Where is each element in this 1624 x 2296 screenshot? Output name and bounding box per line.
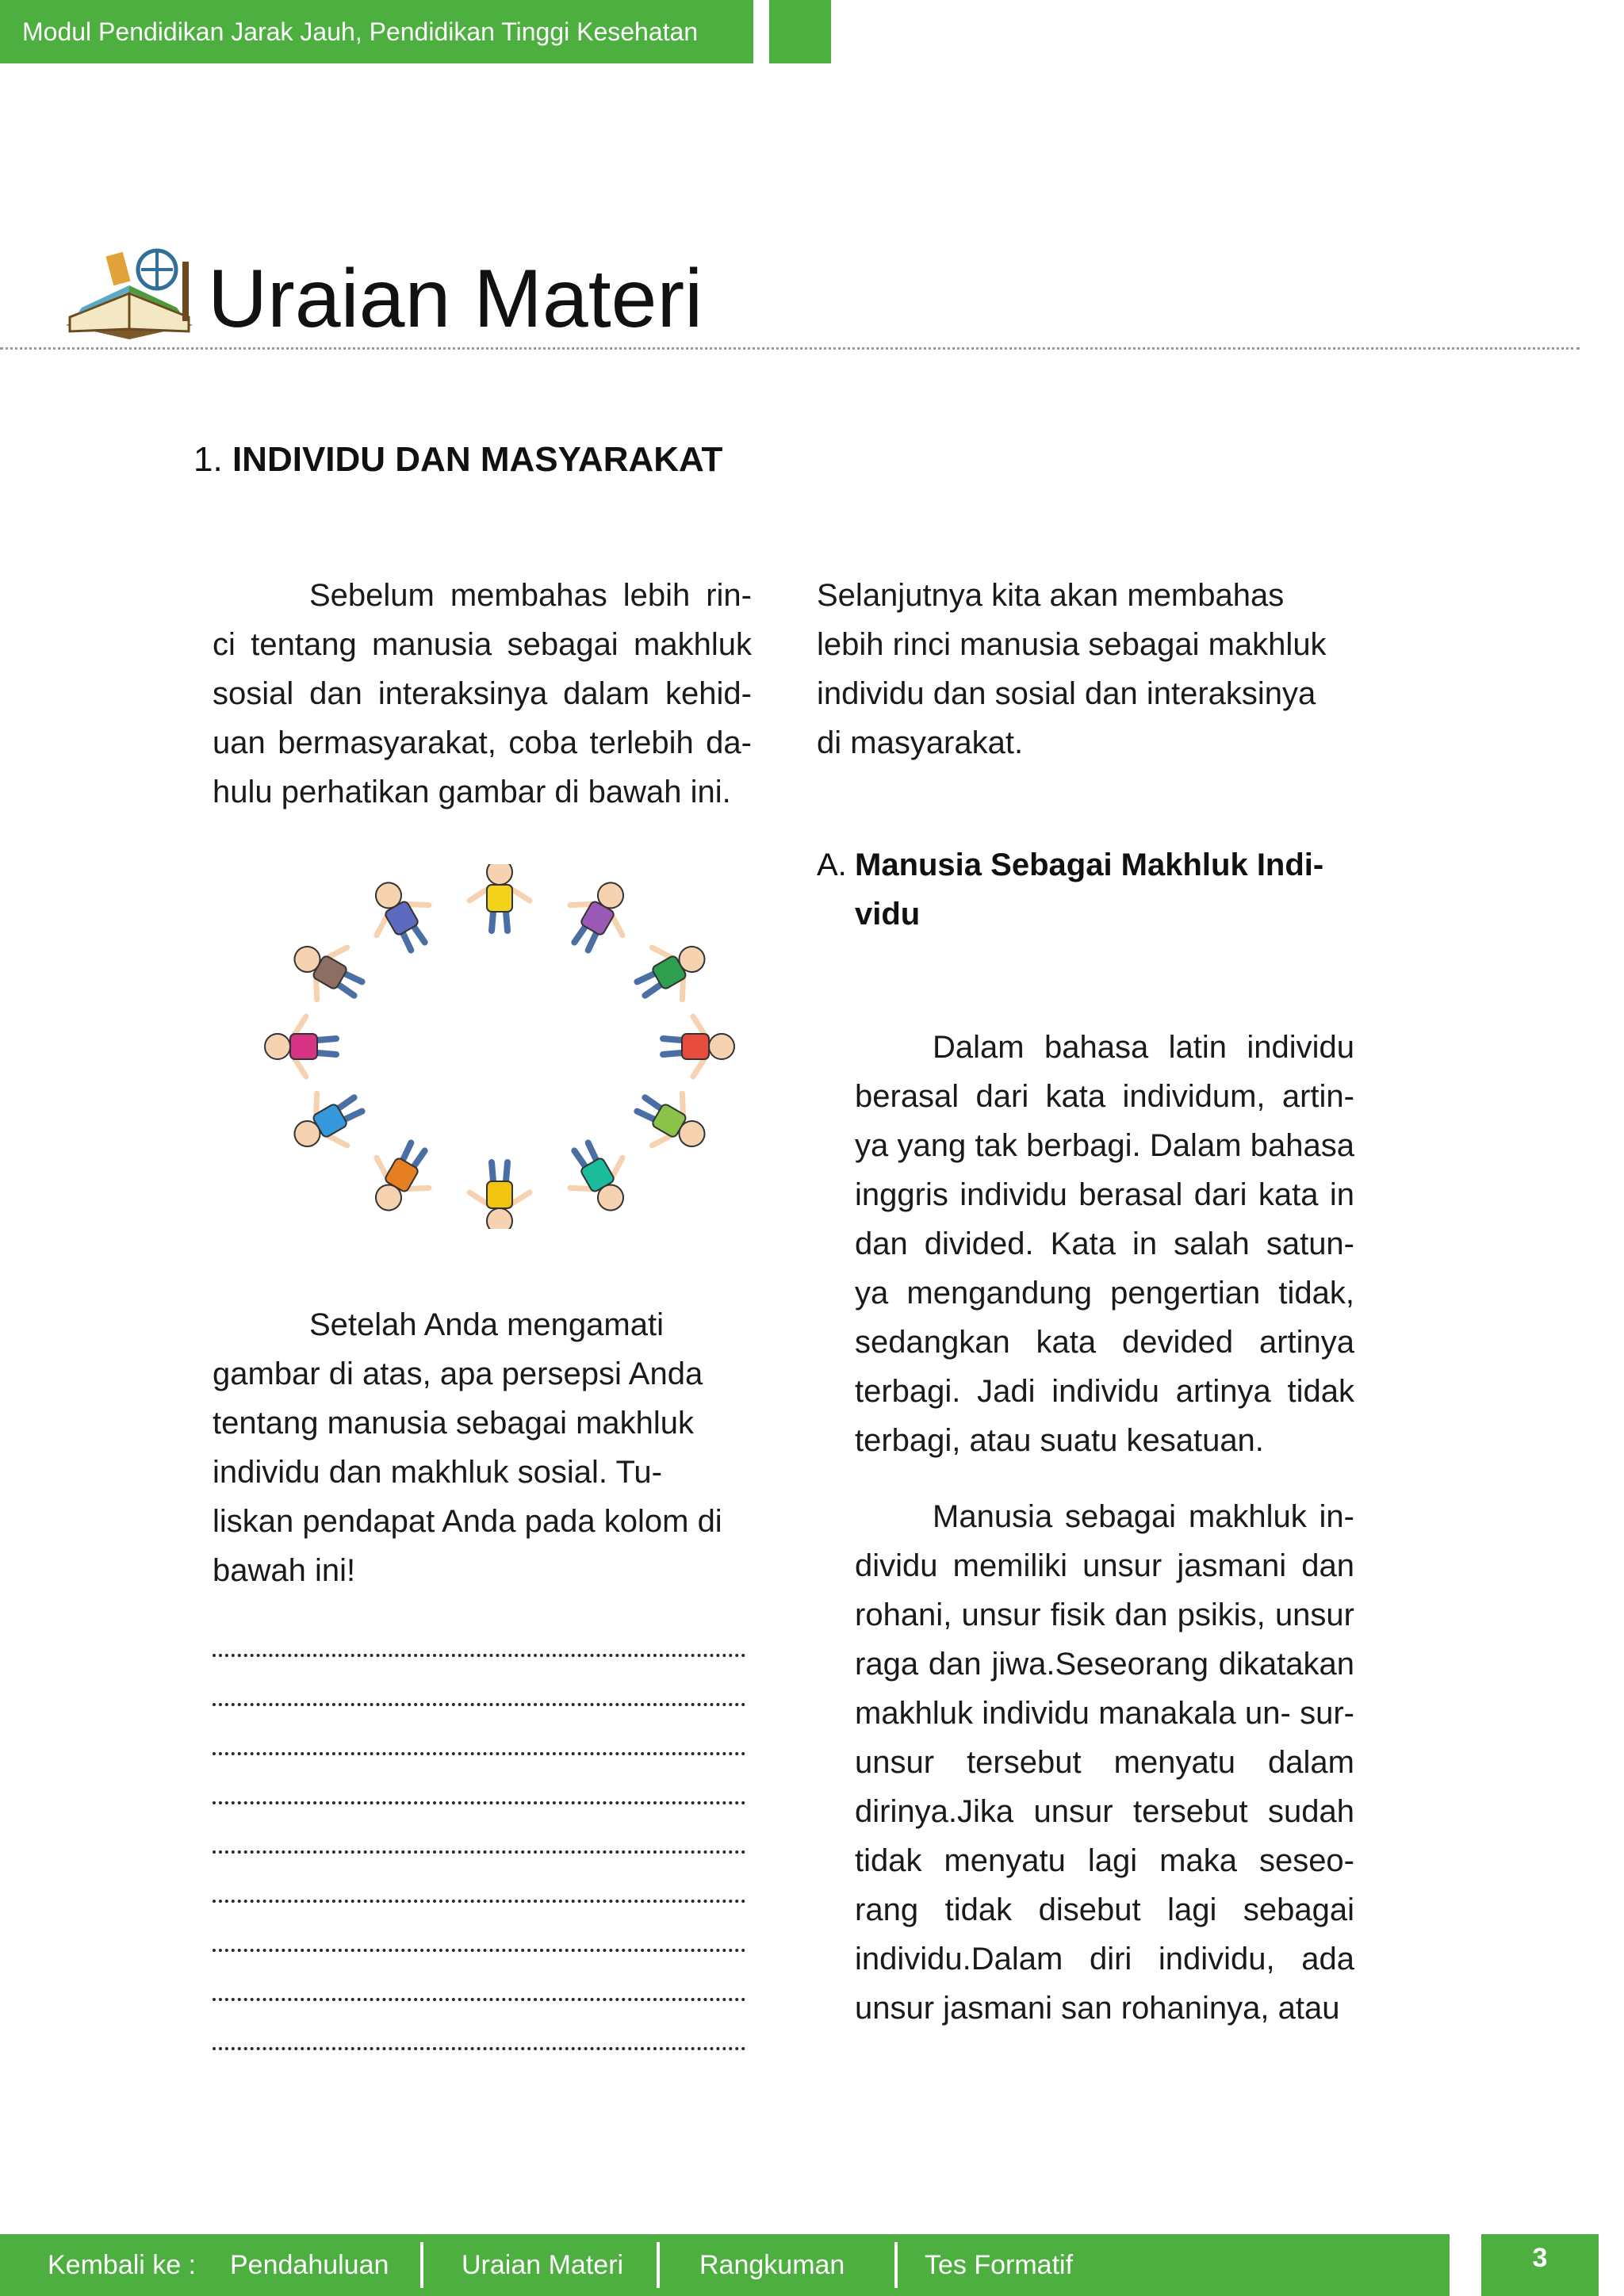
text-line: sosial dan interaksinya dalam kehid- [213,676,752,711]
text-line: gambar di atas, apa persepsi Anda [213,1357,703,1391]
paragraph-text [817,571,1356,767]
child-figure [626,1078,718,1166]
text-line: sedangkan kata devided artinya [855,1325,1354,1360]
text-line: rohani, unsur fisik dan psikis, unsur [855,1598,1354,1632]
right-paragraph-1 [855,1023,1354,1465]
text-line: Sebelum membahas lebih rin- [309,578,752,613]
subheading-letter: A. [817,848,847,882]
text-line: terbagi, atau suatu kesatuan. [855,1423,1264,1458]
text-line: ya yang tak berbagi. Dalam bahasa [855,1128,1354,1163]
paragraph-text [855,1492,1354,2033]
child-figure [626,927,718,1015]
text-line: tidak menyatu lagi maka seseo- [855,1843,1354,1878]
answer-line[interactable] [213,1771,745,1820]
footer-link-pendahuluan[interactable]: Pendahuluan [230,2250,389,2280]
page-title: Uraian Materi [208,253,703,345]
open-book-icon [62,238,197,341]
page-number: 3 [1481,2234,1599,2296]
text-line: berasal dari kata individum, artin- [855,1079,1354,1114]
subheading-line: vidu [855,897,921,932]
text-line: sur-unsur tersebut menyatu dalam [855,1696,1354,1780]
left-intro-paragraph [213,571,752,817]
paragraph-text [213,571,752,817]
answer-line[interactable] [213,1624,745,1673]
footer-link-tes-formatif[interactable]: Tes Formatif [925,2250,1074,2280]
title-divider [0,347,1580,350]
child-figure [469,864,530,931]
footer-nav [0,2234,1450,2296]
text-line: makhluk individu manakala un- [855,1696,1291,1731]
footer-back-label: Kembali ke : [48,2250,197,2280]
answer-line[interactable] [213,2017,745,2066]
text-line: di masyarakat. [817,725,1024,760]
footer-separator [894,2242,898,2288]
section-number: 1. [193,440,223,479]
text-line: ci tentang manusia sebagai makhluk [213,627,752,662]
text-line: lebih rinci manusia sebagai makhluk [817,627,1327,662]
footer-separator [420,2242,423,2288]
text-line: ya mengandung pengertian tidak, [855,1276,1354,1311]
child-figure [555,1131,643,1223]
answer-line[interactable] [213,1722,745,1771]
child-figure [555,870,643,962]
footer-link-uraian-materi[interactable]: Uraian Materi [462,2250,624,2280]
text-line: bawah ini! [213,1553,356,1588]
right-paragraph-2 [855,1492,1354,2033]
header-bar [0,0,753,63]
header-accent-block [769,0,831,63]
text-line: terbagi. Jadi individu artinya tidak [855,1374,1354,1409]
text-line: uan bermasyarakat, coba terlebih da- [213,725,752,760]
child-figure [663,1016,734,1077]
child-figure [282,1078,373,1166]
text-line: Manusia sebagai makhluk in- [933,1499,1354,1534]
child-figure [265,1016,336,1077]
text-line: dan divided. Kata in salah satun- [855,1226,1354,1261]
text-line: raga dan jiwa.Seseorang dikatakan [855,1647,1354,1682]
left-question-paragraph [213,1300,752,1595]
text-line: dirinya.Jika unsur tersebut sudah [855,1794,1354,1829]
text-line: inggris individu berasal dari kata in [855,1177,1354,1212]
subheading-manusia-individu [817,840,1356,939]
answer-area[interactable] [213,1624,745,2066]
right-intro-paragraph [817,571,1356,767]
text-line: rang tidak disebut lagi sebagai [855,1892,1354,1927]
text-line: liskan pendapat Anda pada kolom di [213,1504,722,1539]
text-line: dividu memiliki unsur jasmani dan [855,1548,1354,1583]
children-circle-illustration [238,864,761,1229]
text-line: Dalam bahasa latin individu [933,1030,1354,1065]
answer-line[interactable] [213,1919,745,1968]
footer-separator [657,2242,660,2288]
section-heading [193,440,722,480]
answer-line[interactable] [213,1968,745,2017]
text-line: tentang manusia sebagai makhluk [213,1406,695,1441]
footer-link-rangkuman[interactable]: Rangkuman [699,2250,845,2280]
subheading-line: Manusia Sebagai Makhluk Indi- [855,848,1324,882]
text-line: individu.Dalam diri individu, ada [855,1942,1354,1976]
paragraph-text [855,1023,1354,1465]
child-figure [282,927,373,1015]
answer-line[interactable] [213,1673,745,1722]
text-line: individu dan sosial dan interaksinya [817,676,1316,711]
paragraph-text [213,1300,752,1595]
child-figure [356,1131,444,1223]
text-line: Setelah Anda mengamati [309,1307,664,1342]
child-figure [469,1162,530,1229]
section-title: INDIVIDU DAN MASYARAKAT [232,440,723,479]
answer-line[interactable] [213,1869,745,1919]
child-figure [356,870,444,962]
text-line: hulu perhatikan gambar di bawah ini. [213,775,731,809]
text-line: individu dan makhluk sosial. Tu- [213,1455,662,1490]
text-line: unsur jasmani san rohaninya, atau [855,1991,1340,2026]
module-title: Modul Pendidikan Jarak Jauh, Pendidikan Tinggi Kesehatan [22,17,699,46]
text-line: Selanjutnya kita akan membahas [817,578,1285,613]
answer-line[interactable] [213,1820,745,1869]
